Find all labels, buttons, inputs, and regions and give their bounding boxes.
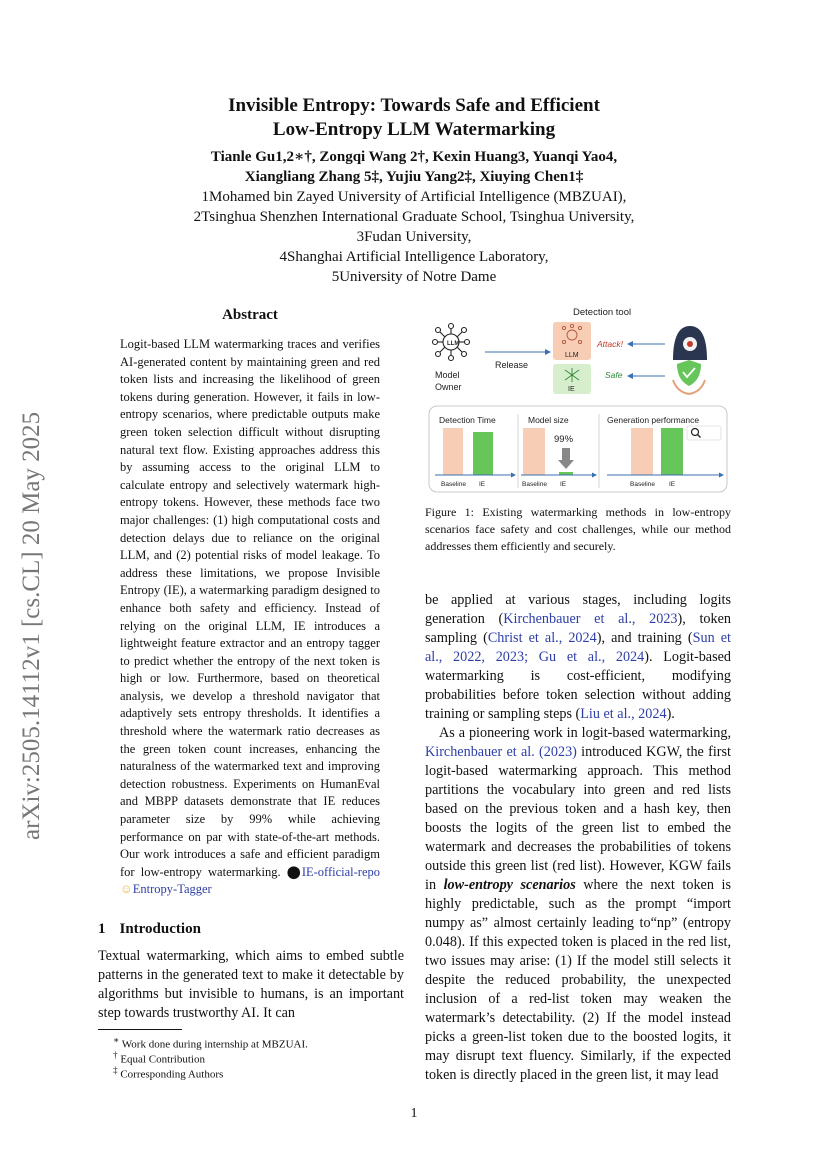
generation-baseline-bar [631,428,653,475]
model-size-baseline-label: Baseline [522,481,547,488]
release-label: Release [495,360,529,370]
citation-sun-gu[interactable]: Sun et al., 2022, 2023; Gu et al., 2024 [425,630,731,665]
down-arrow-icon [562,448,570,460]
section-number: 1 [98,921,106,937]
arxiv-stamp-text: arXiv:2505.14112v1 [cs.CL] 20 May 2025 [18,411,45,840]
huggingface-link[interactable]: ☺Entropy-Tagger [120,882,212,897]
generation-baseline-label: Baseline [630,481,655,488]
arxiv-stamp [18,340,58,840]
panel-generation-performance: Generation performance [607,415,700,425]
section-title: Introduction [119,921,201,937]
affiliation-3: 3Fudan University, [356,229,472,245]
right-column-body [425,591,731,1085]
panel-model-size: Model size [528,415,569,425]
intro-paragraph: Textual watermarking, which aims to embed subtle patterns in the generated text to make it detectable by algorithms but invisible to humans, is an important step towards trustworthy AI. It can [98,948,404,1021]
huggingface-icon: ☺ [120,882,133,897]
detection-tool-label: Detection tool [573,307,632,318]
affiliation-2: 2Tsinghua Shenzhen International Graduate School, Tsinghua University, [193,209,635,225]
authors-line-2: Xiangliang Zhang 5‡, Yujiu Yang2‡, Xiuying Chen1‡ [244,169,584,185]
model-size-ie-label: IE [560,481,567,488]
emphasis-low-entropy: low-entropy scenarios [443,877,576,893]
affiliation-5: 5University of Notre Dame [331,269,497,285]
llm-box-label: LLM [565,352,579,359]
detection-time-baseline-bar [443,428,463,475]
affiliation-4: 4Shanghai Artificial Intelligence Laboratory, [279,249,549,265]
paragraph-2: As a pioneering work in logit-based watermarking, Kirchenbauer et al. (2023) introduced KGW, the first logit-based watermarking approach. This method partitions the vocabulary into green and red lists based on the previous token and a hash key, then boosts the logits of the green list to embed the watermark and decreases the probabilities of tokens outside this green list (red list). However, KGW fails in low-entropy scenarios where the next token is highly predictable, such as the prompt “import numpy as” almost certainly leading to“np” (entropy 0.048). If this expected token is placed in the red list, two issues may arise: (1) If the model still selects it despite the reduced probability, the unexpected inclusion of a red-list token may weaken the watermark’s detectability. (2) If the model instead picks a green-list token due to the boosted logits, it may disrupt text fluency. Similarly, if the expected token is directly placed in the green list, it may lead [425,725,731,1083]
panel-detection-time: Detection Time [439,415,496,425]
abstract-text: Logit-based LLM watermarking traces and verifies AI-generated content by maintaining green and red token lists and increasing the likelihood of green tokens during generation. However, it fails in low-entropy scenarios, where predictable outputs make green token selection difficult without disrupting natural text flow. Existing approaches address this by assuming access to the original LLM to calculate entropy and selectively watermark high-entropy tokens. However, these methods face two major challenges: (1) high computational costs and detection delays due to reliance on the original LLM, and (2) potential risks of model leakage. To address these limitations, we propose Invisible Entropy (IE), a watermarking paradigm designed to enhance both safety and efficiency. Instead of relying on the original LLM, IE introduces a lightweight feature extractor and an entropy tagger to predict whether the entropy of the next token is high or low. Furthermore, based on theoretical analysis, we develop a threshold navigator that adaptively sets entropy thresholds. It identifies a threshold where the watermark ratio decreases as the green token count increases, enhancing the naturalness of the watermarked text and improving detection robustness. Experiments on HumanEval and MBPP datasets demonstrate that IE reduces parameter size by 99% while achieving performance on par with state-of-the-art methods. Our work introduces a safe and efficient paradigm for low-entropy watermarking. [120,337,380,879]
affiliation-1: 1Mohamed bin Zayed University of Artificial Intelligence (MBZUAI), [201,189,627,205]
github-repo-link[interactable]: ⬤ IE-official-repo [286,864,381,879]
brain-llm-label: LLM [447,341,460,347]
author-list [0,147,828,187]
hacker-icon [673,326,707,360]
citation-liu-2024[interactable]: Liu et al., 2024 [580,706,667,722]
footnote-3: ‡ Corresponding Authors [113,1065,224,1081]
paragraph-1: be applied at various stages, including logits generation (Kirchenbauer et al., 2023), token sampling (Christ et al., 2024), and training (Sun et al., 2022, 2023; Gu et al., 2024). Logit-based watermarking is cost-efficient, modifying probabilities before token selection without adding training or sampling steps (Liu et al., 2024). [425,592,731,722]
footnote-2: † Equal Contribution [113,1050,205,1066]
safe-label: Safe [605,370,623,380]
abstract-body [120,336,380,899]
model-owner-line-2: Owner [435,382,462,392]
shield-icon [673,360,705,394]
title-line-2: Low-Entropy LLM Watermarking [272,119,556,140]
detection-time-ie-bar [473,432,493,475]
paper-title [0,94,828,142]
github-icon: ⬤ [286,864,301,879]
detection-time-ie-label: IE [479,481,486,488]
citation-kirchenbauer-2023[interactable]: Kirchenbauer et al., 2023 [503,611,678,627]
abstract-heading: Abstract [222,307,278,323]
footnote-divider [98,1029,182,1030]
model-size-reduction-label: 99% [554,434,574,445]
citation-christ-2024[interactable]: Christ et al., 2024 [487,630,597,646]
page-number: 1 [410,1106,418,1121]
generation-ie-bar [661,428,683,475]
detection-time-baseline-label: Baseline [441,481,466,488]
generation-ie-label: IE [669,481,676,488]
section-heading [98,921,201,938]
footnote-1: ∗ Work done during internship at MBZUAI. [113,1035,308,1051]
ie-box-label: IE [568,386,575,393]
figure-1 [425,302,730,496]
model-size-baseline-bar [523,428,545,475]
magnifier-icon [687,426,721,440]
affiliations [0,187,828,287]
title-line-1: Invisible Entropy: Towards Safe and Efficient [228,95,600,116]
attack-label: Attack! [597,339,623,349]
model-owner-line-1: Model [435,370,460,380]
citation-kirchenbauer-2023-b[interactable]: Kirchenbauer et al. (2023) [425,744,577,760]
figure-caption: Figure 1: Existing watermarking methods in low-entropy scenarios face safety and cost challenges, while our method addresses them efficiently and securely. [425,505,731,553]
authors-line-1: Tianle Gu1,2∗†, Zongqi Wang 2†, Kexin Huang3, Yuanqi Yao4, [210,149,618,165]
